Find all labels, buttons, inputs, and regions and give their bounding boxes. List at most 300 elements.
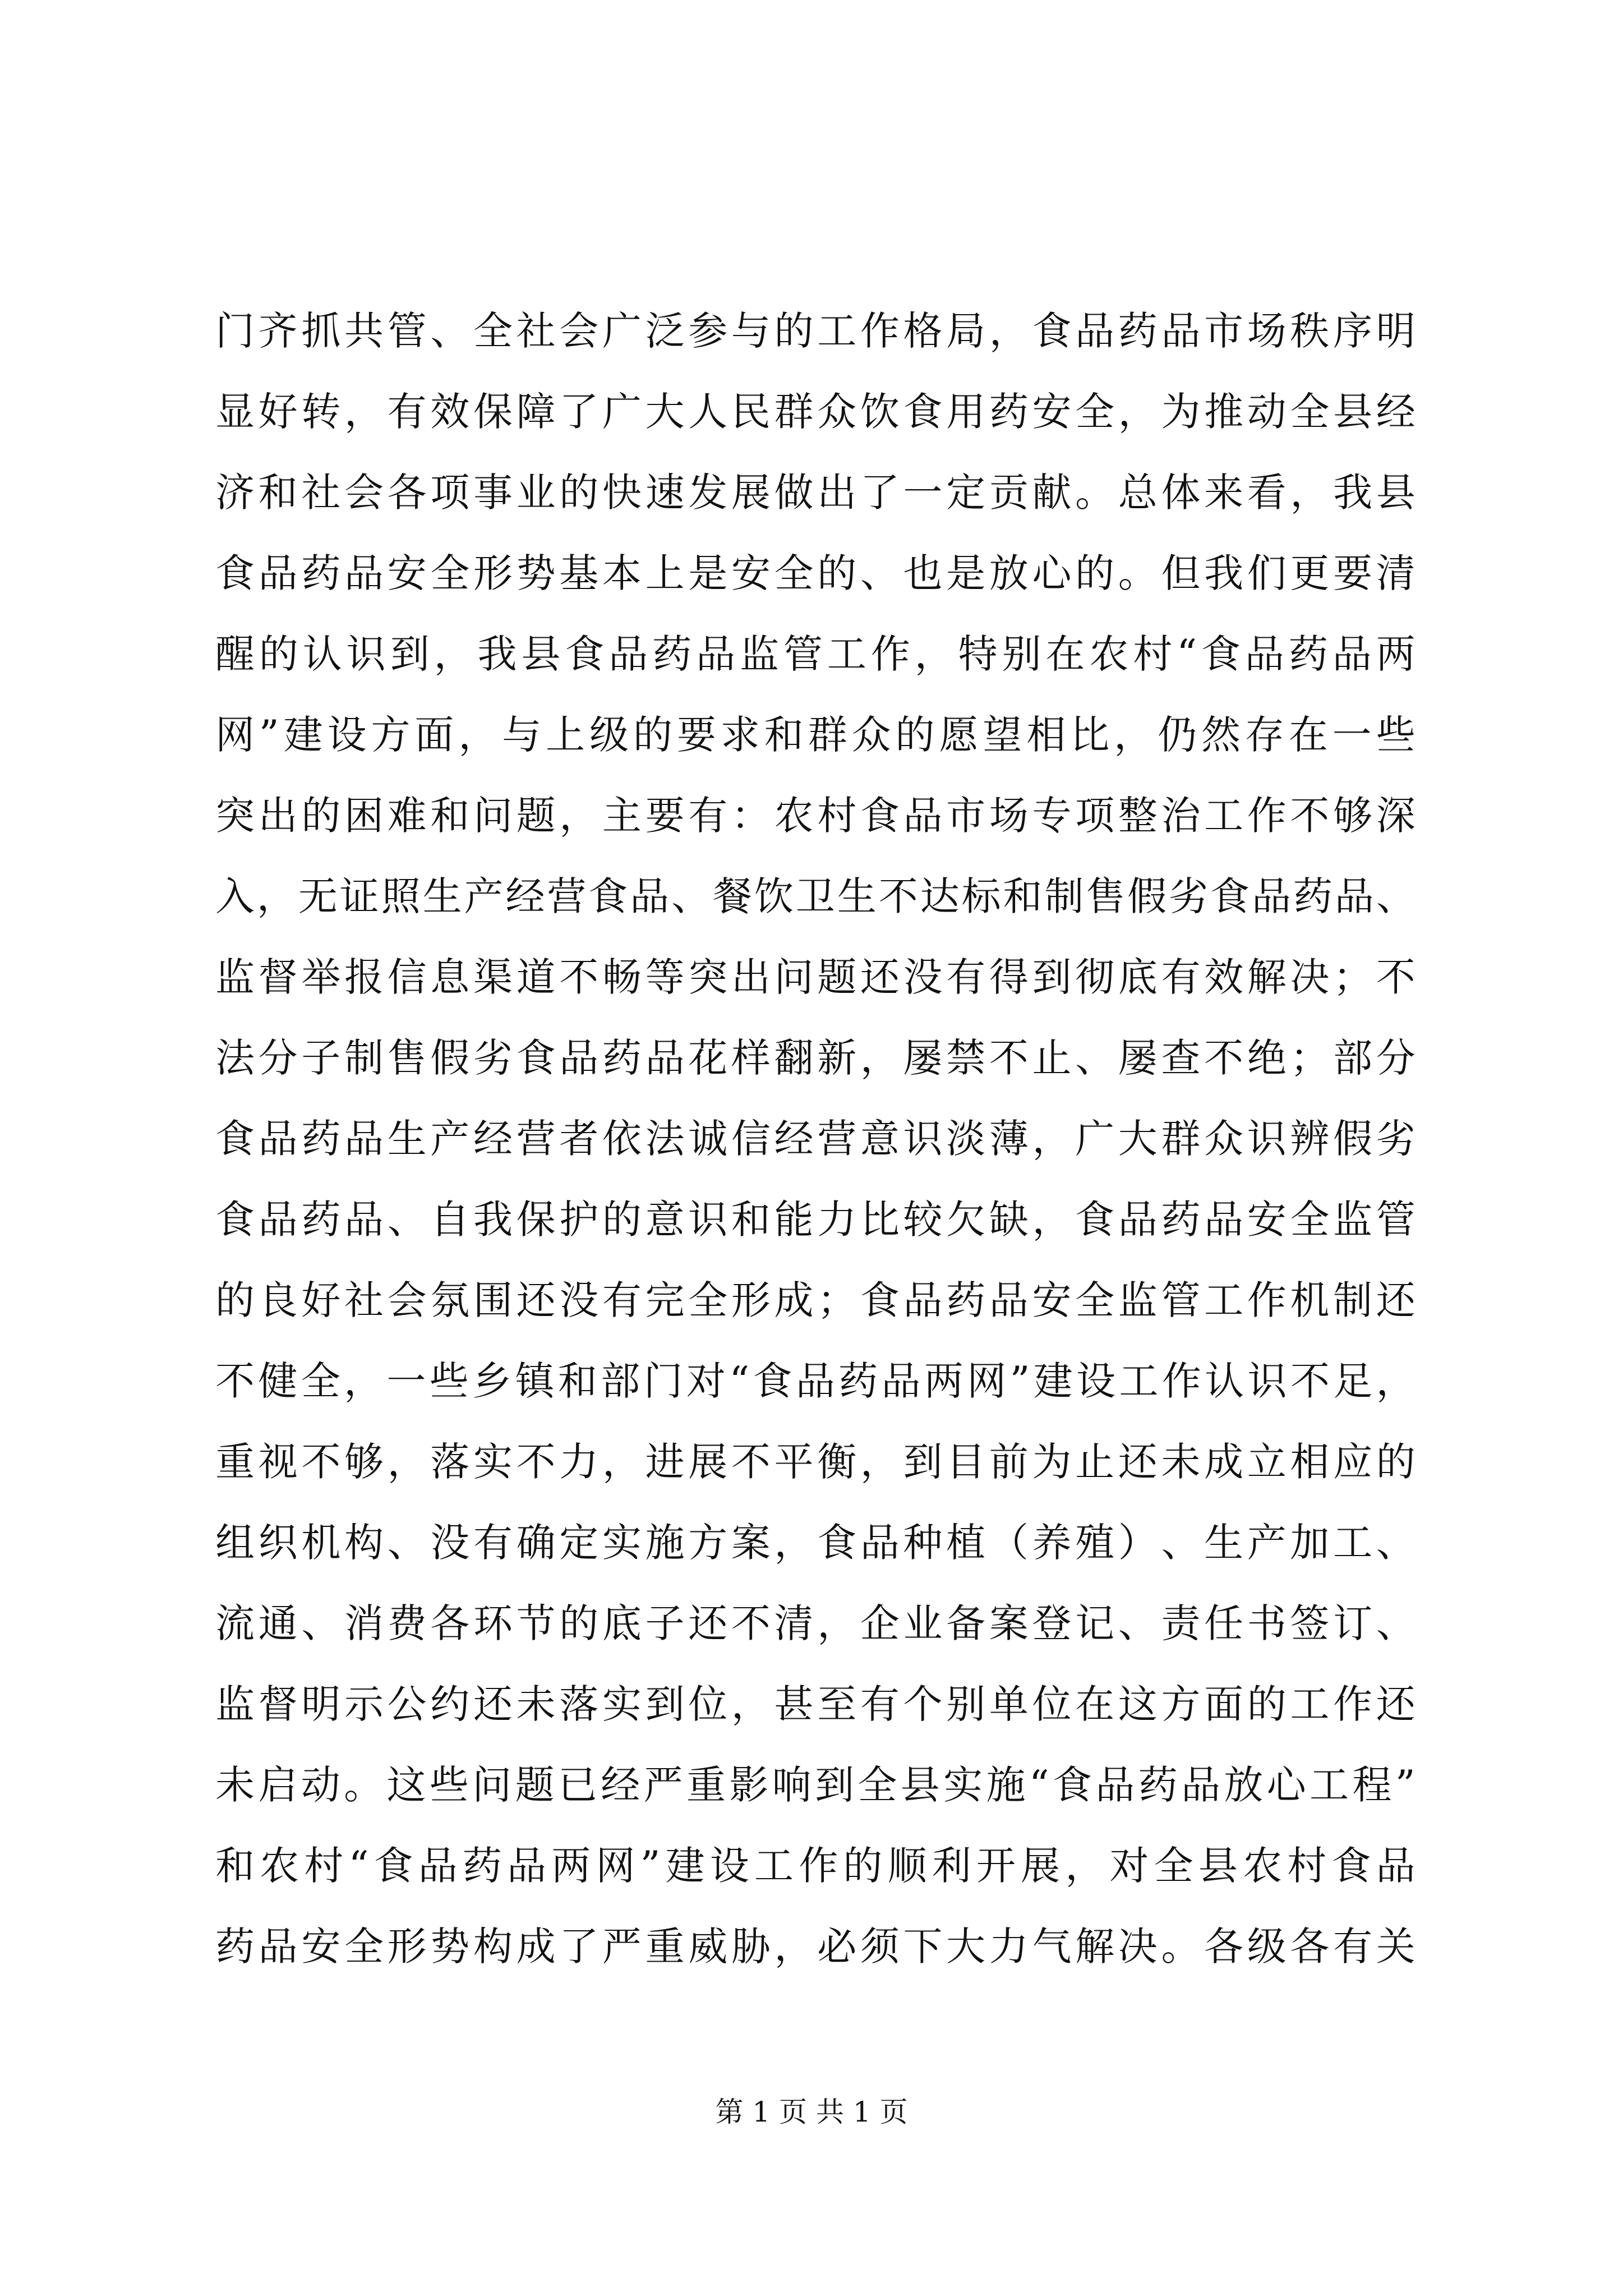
text-line	[215, 452, 1415, 533]
text-char: 影	[729, 1762, 769, 1808]
text-char: 有	[602, 1277, 642, 1323]
text-char: 重	[215, 1439, 255, 1485]
text-char: 作	[1161, 1358, 1201, 1404]
text-char: 未	[516, 1681, 556, 1727]
text-char: 不	[1290, 793, 1330, 839]
text-char: 势	[430, 1924, 470, 1970]
text-char: 须	[860, 1924, 900, 1970]
text-char: 了	[860, 470, 900, 516]
text-char: 实	[602, 1681, 642, 1727]
text-char: 品	[696, 631, 736, 677]
text-char: 本	[602, 550, 642, 596]
text-char: 位	[1032, 1681, 1072, 1727]
text-char: （	[989, 1520, 1029, 1566]
text-char: 深	[1376, 793, 1415, 839]
text-char: 也	[903, 550, 943, 596]
text-char: 明	[1376, 308, 1415, 354]
text-char: 为	[1032, 1439, 1072, 1485]
text-char: “	[729, 1358, 750, 1404]
text-line	[215, 1421, 1415, 1502]
text-char: 的	[215, 1277, 255, 1323]
text-char: 落	[430, 1439, 470, 1485]
text-char: ，	[256, 873, 296, 919]
text-char: 种	[903, 1520, 943, 1566]
text-line	[215, 1502, 1415, 1583]
text-char: 落	[559, 1681, 599, 1727]
text-char: ；	[1290, 1035, 1330, 1081]
text-char: 镇	[515, 1358, 555, 1404]
text-char: ，	[344, 1358, 384, 1404]
text-char: 无	[298, 873, 338, 919]
text-char: 监	[215, 1681, 255, 1727]
text-char: 清	[1376, 550, 1415, 596]
text-char: 上	[546, 712, 585, 758]
text-char: 签	[1290, 1600, 1330, 1646]
text-char: 望	[983, 712, 1022, 758]
text-char: 工	[1119, 1358, 1159, 1404]
text-char: 县	[1198, 1843, 1238, 1889]
text-char: 两	[1376, 631, 1415, 677]
text-char: 欠	[946, 1197, 986, 1243]
text-char: 息	[430, 954, 470, 1000]
text-char: 工	[1290, 1681, 1330, 1727]
text-char: 假	[1127, 873, 1167, 919]
text-line	[215, 1825, 1415, 1906]
text-char: 品	[795, 1358, 835, 1404]
text-char: 工	[827, 631, 866, 677]
text-char: 要	[645, 793, 685, 839]
text-char: 品	[1244, 631, 1284, 677]
text-char: 项	[430, 470, 470, 516]
text-char: 品	[1181, 1762, 1221, 1808]
text-char: 下	[903, 1924, 943, 1970]
text-char: 安	[1032, 1277, 1072, 1323]
text-char: 会	[387, 1277, 427, 1323]
text-char: 管	[783, 631, 823, 677]
text-char: 力	[559, 1439, 599, 1485]
text-char: 不	[301, 1439, 341, 1485]
text-char: 生	[837, 873, 877, 919]
text-char: 品	[258, 1924, 298, 1970]
text-char: 保	[473, 389, 513, 435]
text-char: ，	[774, 1924, 814, 1970]
text-char: ，	[860, 1035, 900, 1081]
text-line	[215, 1260, 1415, 1341]
text-char: 级	[1247, 1924, 1287, 1970]
text-char: 餐	[713, 873, 753, 919]
text-char: 意	[860, 1116, 900, 1162]
text-char: 品	[559, 1035, 599, 1081]
text-char: 没	[903, 954, 943, 1000]
text-char: 存	[1244, 712, 1284, 758]
text-char: 缺	[989, 1197, 1029, 1243]
text-char: 响	[772, 1762, 811, 1808]
text-line	[215, 1664, 1415, 1745]
text-char: 群	[1161, 1116, 1201, 1162]
text-char: 市	[946, 793, 986, 839]
text-char: 淡	[946, 1116, 986, 1162]
text-line	[215, 694, 1415, 775]
text-char: 这	[1118, 1681, 1158, 1727]
text-char: 场	[989, 793, 1029, 839]
text-char: 体	[1161, 470, 1201, 516]
text-char: 各	[1204, 1924, 1244, 1970]
text-char: 工	[754, 1843, 794, 1889]
text-char: 关	[1376, 1924, 1415, 1970]
text-char: 济	[215, 470, 255, 516]
text-char: 管	[1161, 1277, 1201, 1323]
text-char: 大	[1118, 1116, 1158, 1162]
text-char: 确	[516, 1520, 556, 1566]
text-char: 社	[301, 470, 341, 516]
text-char: 、	[1376, 873, 1415, 919]
text-char: 在	[1288, 712, 1328, 758]
text-char: 齐	[258, 308, 298, 354]
text-char: ，	[1118, 389, 1158, 435]
text-char: 出	[258, 793, 298, 839]
text-char: 标	[961, 873, 1001, 919]
text-char: ，	[434, 631, 473, 677]
text-char: 力	[989, 1924, 1029, 1970]
text-char: ，	[1114, 712, 1154, 758]
text-char: 屡	[1118, 1035, 1158, 1081]
text-char: 工	[1333, 1520, 1373, 1566]
text-char: 食	[860, 793, 900, 839]
text-char: 全	[301, 1358, 340, 1404]
text-char: 机	[301, 1520, 341, 1566]
text-char: 建	[283, 712, 323, 758]
text-char: 困	[344, 793, 384, 839]
text-char: 建	[1033, 1358, 1073, 1404]
text-char: 各	[387, 470, 427, 516]
text-char: 设	[327, 712, 367, 758]
text-char: 决	[1118, 1924, 1158, 1970]
text-char: 面	[1204, 1681, 1244, 1727]
text-char: 实	[943, 1762, 983, 1808]
text-char: 了	[559, 389, 599, 435]
text-char: 安	[731, 550, 771, 596]
text-char: 生	[422, 873, 462, 919]
text-char: 畅	[602, 954, 642, 1000]
text-char: 到	[390, 631, 430, 677]
text-char: 品	[1118, 1197, 1158, 1243]
text-char: ，	[1376, 1358, 1415, 1404]
text-char: 自	[430, 1197, 470, 1243]
text-char: 、	[1161, 1520, 1201, 1566]
text-char: 会	[344, 470, 384, 516]
text-char: 成	[774, 1277, 814, 1323]
text-char: 登	[1032, 1600, 1072, 1646]
text-char: 清	[774, 1600, 814, 1646]
text-char: 的	[1376, 1439, 1415, 1485]
text-char: 经	[601, 1762, 640, 1808]
text-char: 的	[301, 793, 341, 839]
text-char: 达	[920, 873, 960, 919]
text-char: 出	[731, 954, 771, 1000]
text-char: 全	[1290, 389, 1330, 435]
text-char: ；	[1333, 954, 1373, 1000]
text-char: 民	[731, 389, 771, 435]
text-char: 全	[857, 1762, 897, 1808]
text-char: 卫	[795, 873, 835, 919]
text-char: 村	[304, 1843, 344, 1889]
text-char: 是	[688, 550, 728, 596]
text-char: 加	[1290, 1520, 1330, 1566]
text-char: 部	[601, 1358, 640, 1404]
text-char: 通	[258, 1600, 298, 1646]
text-line	[215, 614, 1415, 694]
text-char: ，	[989, 308, 1029, 354]
text-char: 不	[731, 1600, 771, 1646]
text-char: 网	[596, 1843, 635, 1889]
text-char: 贡	[989, 470, 1029, 516]
text-char: 药	[1161, 1197, 1201, 1243]
text-char: 报	[344, 954, 384, 1000]
text-char: 彻	[1075, 954, 1115, 1000]
text-char: 市	[1204, 308, 1244, 354]
text-char: 力	[817, 1197, 857, 1243]
text-line	[215, 937, 1415, 1018]
text-char: 我	[477, 631, 517, 677]
text-char: 献	[1032, 470, 1072, 516]
text-char: 者	[559, 1116, 599, 1162]
text-char: 主	[602, 793, 642, 839]
text-char: ，	[1032, 1116, 1072, 1162]
text-char: 、	[671, 873, 711, 919]
text-char: 局	[946, 308, 986, 354]
text-char: 了	[559, 1924, 599, 1970]
text-char: 群	[808, 712, 847, 758]
text-char: 建	[665, 1843, 705, 1889]
text-char: 看	[1247, 470, 1287, 516]
text-char: 更	[1290, 550, 1330, 596]
text-char: 护	[559, 1197, 599, 1243]
text-char: 形	[473, 550, 513, 596]
text-char: 作	[870, 631, 910, 677]
text-char: ，	[860, 1439, 900, 1485]
text-char: ）	[1118, 1520, 1158, 1566]
text-char: 好	[258, 389, 298, 435]
text-char: 有	[860, 1681, 900, 1727]
text-char: 展	[1021, 1843, 1061, 1889]
text-char: 品	[258, 1116, 298, 1162]
text-char: ”	[640, 1843, 661, 1889]
text-char: 前	[989, 1439, 1029, 1485]
text-char: 快	[602, 470, 642, 516]
text-char: 经	[774, 1116, 814, 1162]
text-char: 众	[851, 712, 891, 758]
text-char: 劣	[1169, 873, 1209, 919]
text-char: 新	[817, 1035, 857, 1081]
text-char: 利	[932, 1843, 971, 1889]
text-char: 氛	[430, 1277, 470, 1323]
text-char: 广	[602, 389, 642, 435]
text-char: 全	[1290, 1197, 1330, 1243]
text-char: 得	[989, 954, 1029, 1000]
text-char: 定	[946, 470, 986, 516]
text-char: 假	[1333, 1116, 1373, 1162]
text-char: 企	[860, 1600, 900, 1646]
text-char: 门	[643, 1358, 683, 1404]
text-char: 必	[817, 1924, 857, 1970]
text-char: 和	[557, 1358, 597, 1404]
text-char: 为	[1161, 389, 1201, 435]
text-char: 书	[1247, 1600, 1287, 1646]
text-line	[215, 371, 1415, 452]
text-char: 保	[516, 1197, 556, 1243]
text-char: 单	[989, 1681, 1029, 1727]
text-char: 气	[1032, 1924, 1072, 1970]
text-char: 专	[1032, 793, 1072, 839]
text-char: 信	[387, 954, 427, 1000]
text-char: 的	[259, 631, 298, 677]
text-line	[215, 291, 1415, 371]
text-char: 管	[1376, 1197, 1415, 1243]
text-char: 比	[1070, 712, 1110, 758]
text-char: 程	[1352, 1762, 1392, 1808]
text-char: 重	[645, 1924, 685, 1970]
text-char: 秩	[1290, 308, 1330, 354]
text-char: 食	[565, 631, 605, 677]
text-char: 公	[387, 1681, 427, 1727]
text-char: 网	[215, 712, 255, 758]
text-char: 售	[387, 1035, 427, 1081]
text-char: 定	[559, 1520, 599, 1566]
text-char: 一	[1332, 712, 1372, 758]
text-char: 的	[843, 1843, 883, 1889]
text-char: 品	[507, 1843, 547, 1889]
text-char: ，	[458, 712, 498, 758]
text-char: ：	[731, 793, 771, 839]
text-char: 各	[1290, 1924, 1330, 1970]
text-char: 品	[860, 1520, 900, 1566]
text-char: 有	[387, 389, 427, 435]
text-char: 比	[860, 1197, 900, 1243]
text-char: 基	[559, 550, 599, 596]
text-char: 村	[817, 793, 857, 839]
text-char: 饮	[860, 389, 900, 435]
text-char: 屡	[903, 1035, 943, 1081]
text-char: 假	[430, 1035, 470, 1081]
text-char: 举	[301, 954, 341, 1000]
text-char: 场	[1247, 308, 1287, 354]
text-char: 心	[1032, 550, 1072, 596]
text-char: ，	[817, 1600, 857, 1646]
text-char: 抓	[301, 308, 341, 354]
text-char: 品	[1376, 1843, 1415, 1889]
text-char: 监	[1333, 1197, 1373, 1243]
text-char: 够	[1333, 793, 1373, 839]
text-char: 醒	[215, 631, 255, 677]
text-char: 入	[215, 873, 255, 919]
text-char: 、	[301, 1600, 341, 1646]
text-char: 管	[387, 308, 427, 354]
text-char: 依	[602, 1116, 642, 1162]
text-char: 的	[602, 1197, 642, 1243]
text-char: 产	[464, 873, 504, 919]
text-char: 成	[516, 1924, 556, 1970]
text-char: 参	[688, 308, 728, 354]
text-char: 工	[817, 308, 857, 354]
text-char: 各	[430, 1600, 470, 1646]
text-char: 的	[1247, 1681, 1287, 1727]
text-char: 放	[1224, 1762, 1264, 1808]
text-char: 完	[645, 1277, 685, 1323]
text-char: 难	[387, 793, 427, 839]
text-char: 序	[1333, 308, 1373, 354]
text-char: “	[348, 1843, 369, 1889]
text-char: 有	[946, 954, 986, 1000]
text-char: 乡	[472, 1358, 512, 1404]
text-char: 节	[516, 1600, 556, 1646]
text-char: 一	[903, 470, 943, 516]
text-char: 但	[1161, 550, 1201, 596]
text-char: 的	[774, 308, 814, 354]
text-char: 等	[645, 954, 685, 1000]
text-char: 面	[414, 712, 454, 758]
text-char: ”	[1395, 1762, 1415, 1808]
text-char: 示	[344, 1681, 384, 1727]
text-char: 威	[688, 1924, 728, 1970]
text-char: 不	[989, 1035, 1029, 1081]
text-char: ，	[559, 793, 599, 839]
text-char: 的	[559, 470, 599, 516]
text-char: 愿	[939, 712, 979, 758]
text-char: 品	[418, 1843, 458, 1889]
text-char: 势	[516, 550, 556, 596]
text-char: 已	[557, 1762, 597, 1808]
text-char: 全	[688, 1277, 728, 1323]
text-char: 实	[602, 1520, 642, 1566]
text-char: 记	[1075, 1600, 1115, 1646]
text-char: 农	[1089, 631, 1129, 677]
text-char: 不	[215, 1358, 255, 1404]
text-char: 花	[688, 1035, 728, 1081]
text-char: 作	[1247, 1277, 1287, 1323]
text-char: 还	[688, 1600, 728, 1646]
text-char: 门	[215, 308, 255, 354]
text-char: 放	[989, 550, 1029, 596]
text-char: 、	[1376, 1520, 1415, 1566]
text-char: 止	[1075, 1439, 1115, 1485]
text-char: 健	[258, 1358, 298, 1404]
text-char: 品	[1252, 873, 1292, 919]
text-char: ，	[344, 389, 384, 435]
text-char: 障	[516, 389, 556, 435]
text-char: 和	[764, 712, 804, 758]
text-char: 营	[516, 1116, 556, 1162]
text-char: 制	[344, 1035, 384, 1081]
text-char: 农	[774, 793, 814, 839]
text-char: 县	[900, 1762, 940, 1808]
text-char: 还	[1118, 1439, 1158, 1485]
text-char: 应	[1333, 1439, 1373, 1485]
text-char: 经	[473, 1116, 513, 1162]
text-char: 形	[731, 1277, 771, 1323]
text-char: 药	[838, 1358, 878, 1404]
text-char: 案	[731, 1520, 771, 1566]
text-char: ，	[914, 631, 954, 677]
text-char: 方	[688, 1520, 728, 1566]
text-char: 监	[740, 631, 780, 677]
text-char: 问	[472, 1762, 512, 1808]
text-char: 监	[1118, 1277, 1158, 1323]
text-char: 食	[1075, 1197, 1115, 1243]
text-char: 品	[1332, 631, 1372, 677]
text-char: 品	[903, 793, 943, 839]
text-char: ，	[387, 1439, 427, 1485]
text-char: 样	[731, 1035, 771, 1081]
